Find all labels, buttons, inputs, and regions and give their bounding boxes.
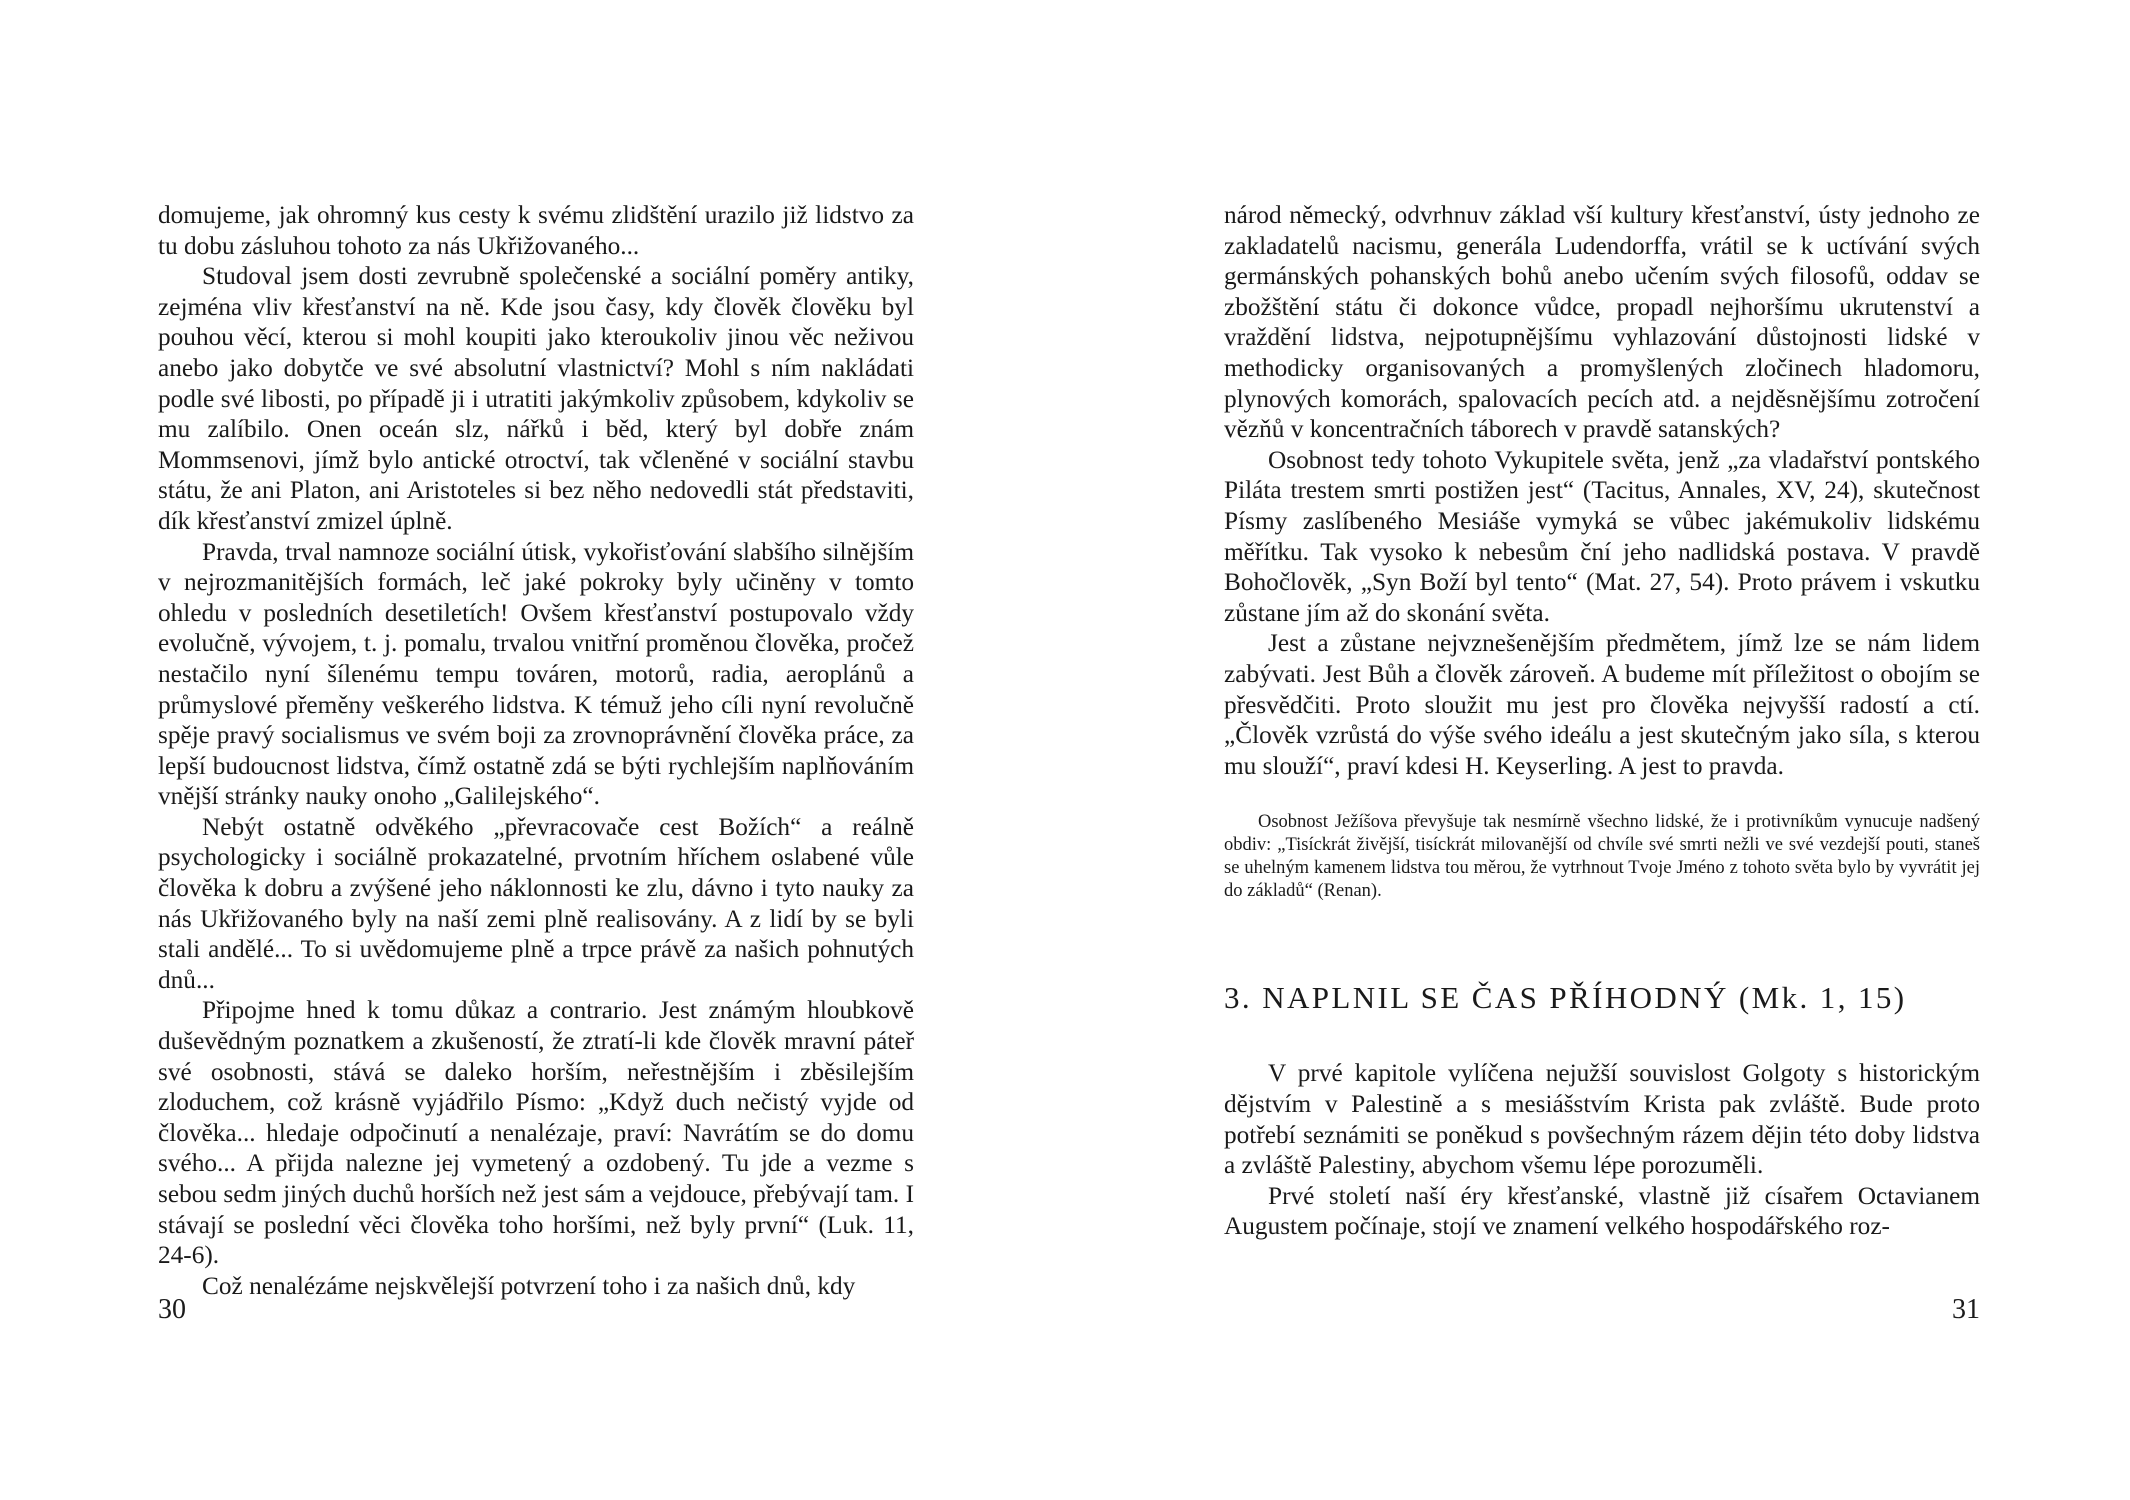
paragraph: Nebýt ostatně odvěkého „převracovače cest Božích“ a reálně psychologicky i sociálně prokazatelné, prvotním hříchem oslabené vůle člověka k dobru a zvýšené jeho náklonnosti ke zlu, dávno i tyto nauky za nás Ukřižovaného byly na naší zemi plně realisovány. A z lidí by se byli stali andělé... To si uvědomujeme plně a trpce právě za našich pohnutých dnů... [158, 812, 914, 994]
page-number: 31 [1952, 1294, 1980, 1325]
footnote-text: Osobnost Ježíšova převyšuje tak nesmírně všechno lidské, že i protivníkům vynucuje nadšený obdiv: „Tisíckrát živější, tisíckrát milovanější od chvíle své smrti nežli ve své vezdejší pouti, staneš se uhelným kamenem lidstva tou měrou, že vytrhnout Tvoje Jméno z tohoto světa bylo by vyvrátit jej do základů“ (Renan). [1224, 812, 1980, 901]
paragraph: Připojme hned k tomu důkaz a contrario. Jest známým hloubkově duševědným poznatkem a zkušeností, že ztratí-li kde člověk mravní páteř své osobnosti, stává se daleko horším, neřestnějším i zběsilejším zloduchem, což krásně vyjádřilo Písmo: „Když duch nečistý vyjde od člověka... hledaje odpočinutí a nenalézaje, praví: Navrátím se do domu svého... A přijda nalezne jej vymetený a ozdobený. Tu jde a vezme s sebou sedm jiných duchů horších než jest sám a vejdouce, přebývají tam. I stávají se poslední věci člověka toho horšími, než byly první“ (Luk. 11, 24-6). [158, 996, 914, 1270]
right-page [1224, 200, 1980, 1360]
right-page-text [1224, 200, 1980, 781]
left-page [158, 200, 914, 1360]
paragraph: Pravda, trval namnoze sociální útisk, vykořisťování slabšího silnějším v nejrozmanitějších formách, leč jaké pokroky byly učiněny v tomto ohledu v posledních desetiletích! Ovšem křesťanství postupovalo vždy evolučně, vývojem, t. j. pomalu, trvalou vnitřní proměnou člověka, pročež nestačilo nyní šílenému tempu továren, motorů, radia, aeroplánů a průmyslové přeměny veškerého lidstva. K témuž jeho cíli nyní revolučně spěje pravý socialismus ve svém boji za zrovnoprávnění člověka práce, za lepší budoucnost lidstva, čímž ostatně zdá se býti rychlejším naplňováním vnější stránky nauky onoho „Galilejského“. [158, 537, 914, 811]
page-number: 30 [158, 1294, 186, 1325]
footnote [1224, 811, 1980, 902]
paragraph: Což nenalézáme nejskvělejší potvrzení toho i za našich dnů, kdy [202, 1271, 856, 1300]
paragraph: Prvé století naší éry křesťanské, vlastně již císařem Octavianem Augustem počínaje, stojí ve znamení velkého hospodářského roz- [1224, 1181, 1980, 1241]
chapter-text [1224, 1058, 1980, 1242]
paragraph: Jest a zůstane nejvznešenějším předmětem, jímž lze se nám lidem zabývati. Jest Bůh a člověk zároveň. A budeme mít příležitost o obojím se přesvědčiti. Proto sloužit mu jest pro člověka nejvyšší radostí a ctí. „Člověk vzrůstá do výše svého ideálu a jest skutečným jako síla, s kterou mu slouží“, praví kdesi H. Keyserling. A jest to pravda. [1224, 629, 1980, 780]
paragraph: domujeme, jak ohromný kus cesty k svému zlidštění urazilo již lidstvo za tu dobu zásluhou tohoto za nás Ukřižovaného... [158, 201, 914, 260]
paragraph: Osobnost tedy tohoto Vykupitele světa, jenž „za vladařství pontského Piláta trestem smrti postižen jest“ (Tacitus, Annales, XV, 24), skutečnost Písmy zaslíbeného Mesiáše vymyká se vůbec jakémukoliv lidskému měřítku. Tak vysoko k nebesům ční jeho nadlidská postava. V pravdě Bohočlověk, „Syn Boží byl tento“ (Mat. 27, 54). Proto právem i vskutku zůstane jím až do skonání světa. [1224, 445, 1980, 627]
left-page-text [158, 200, 914, 1301]
paragraph: Studoval jsem dosti zevrubně společenské a sociální poměry antiky, zejména vliv křesťanství na ně. Kde jsou časy, kdy člověk člověku byl pouhou věcí, kterou si mohl koupiti jako kteroukoliv jinou věc neživou anebo jako dobytče ve své absolutní vlastnictví? Mohl s ním nakládati podle své libosti, po případě ji i utratiti jakýmkoliv způsobem, kdykoliv se mu zalíbilo. Onen oceán slz, nářků i běd, který byl dobře znám Mommsenovi, jímž bylo antické otroctví, tak včleněné v sociální stavbu státu, že ani Platon, ani Aristoteles si bez něho nedovedli stát představiti, dík křesťanství zmizel úplně. [158, 262, 914, 535]
chapter-title: 3. NAPLNIL SE ČAS PŘÍHODNÝ (Mk. 1, 15) [1224, 980, 1907, 1016]
paragraph: národ německý, odvrhnuv základ vší kultury křesťanství, ústy jednoho ze zakladatelů nacismu, generála Ludendorffa, vrátil se k uctívání svých germánských pohanských bohů anebo učením svých filosofů, oddav se zbožštění státu či dokonce vůdce, propadl nejhoršímu ukrutenství a vraždění lidstva, nejpotupnějšímu vyhlazování důstojnosti lidské v methodicky organisovaných a promyšlených zločinech hladomoru, plynových komorách, spalovacích pecích atd. a nejděsnějšímu zotročení vězňů v koncentračních táborech v pravdě satanských? [1224, 201, 1980, 444]
paragraph: V prvé kapitole vylíčena nejužší souvislost Golgoty s historickým dějstvím v Palestině a s mesiášstvím Krista pak zvláště. Bude proto potřebí seznámiti se poněkud s povšechným rázem dějin této doby lidstva a zvláště Palestiny, abychom všemu lépe porozuměli. [1224, 1059, 1980, 1180]
